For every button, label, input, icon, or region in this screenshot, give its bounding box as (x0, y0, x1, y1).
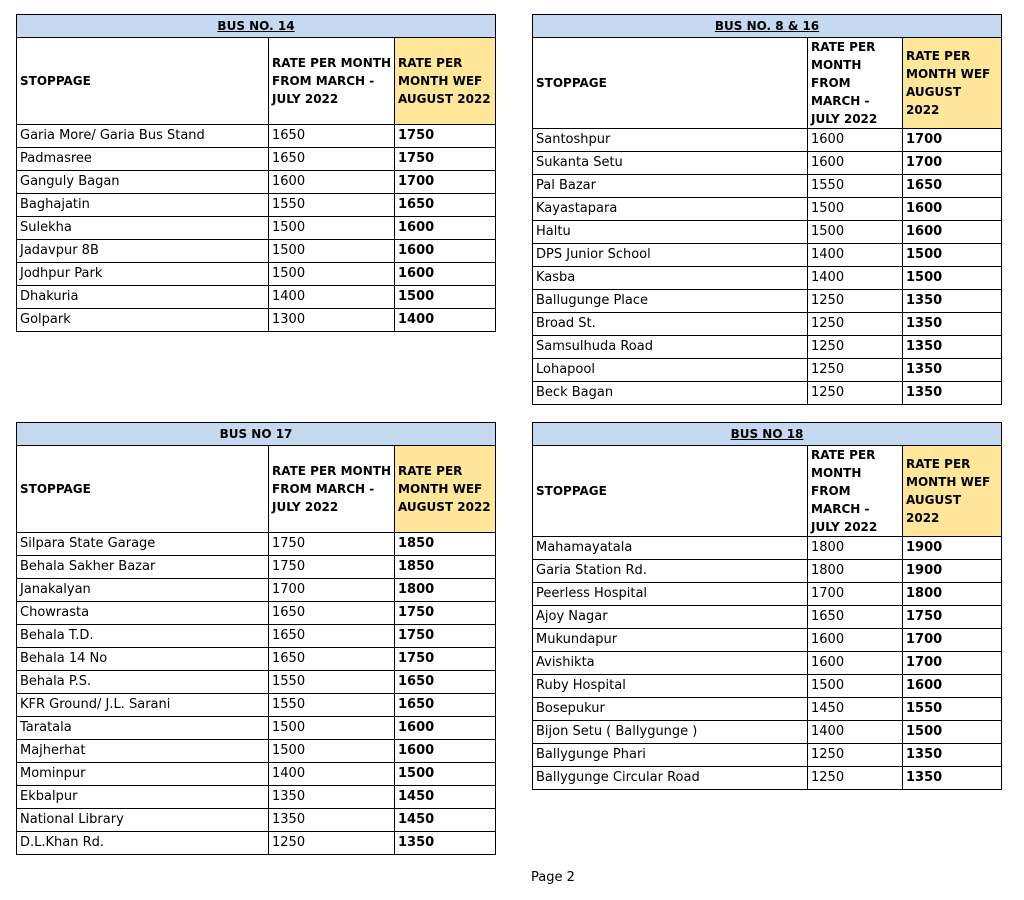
table-row (533, 244, 1002, 267)
table-row (17, 263, 496, 286)
table-title: BUS NO. 8 & 16 (533, 15, 1002, 38)
new-rate-cell: 1750 (395, 648, 496, 671)
table-row (17, 786, 496, 809)
old-rate-cell: 1250 (808, 382, 903, 405)
table-title: BUS NO 18 (533, 423, 1002, 446)
new-rate-header: RATE PER MONTH WEF AUGUST 2022 (903, 446, 1002, 537)
bus-18-table (532, 422, 1002, 790)
old-rate-cell: 1300 (269, 309, 395, 332)
new-rate-cell: 1500 (903, 267, 1002, 290)
new-rate-cell: 1600 (903, 221, 1002, 244)
table-row (533, 767, 1002, 790)
stoppage-cell: Lohapool (533, 359, 808, 382)
table-row (17, 148, 496, 171)
old-rate-cell: 1500 (269, 740, 395, 763)
old-rate-cell: 1400 (269, 763, 395, 786)
table-row (533, 267, 1002, 290)
old-rate-cell: 1250 (269, 832, 395, 855)
new-rate-cell: 1800 (395, 579, 496, 602)
old-rate-cell: 1500 (808, 198, 903, 221)
stoppage-header: STOPPAGE (17, 446, 269, 533)
stoppage-cell: DPS Junior School (533, 244, 808, 267)
new-rate-cell: 1550 (903, 698, 1002, 721)
stoppage-cell: Behala 14 No (17, 648, 269, 671)
table-row (533, 290, 1002, 313)
old-rate-cell: 1250 (808, 744, 903, 767)
table-row (533, 629, 1002, 652)
new-rate-cell: 1700 (903, 152, 1002, 175)
old-rate-cell: 1600 (808, 629, 903, 652)
stoppage-cell: Dhakuria (17, 286, 269, 309)
new-rate-cell: 1850 (395, 533, 496, 556)
stoppage-cell: Mukundapur (533, 629, 808, 652)
new-rate-header: RATE PER MONTH WEF AUGUST 2022 (903, 38, 1002, 129)
new-rate-cell: 1700 (903, 629, 1002, 652)
table-row (533, 675, 1002, 698)
new-rate-cell: 1500 (903, 721, 1002, 744)
new-rate-cell: 1900 (903, 560, 1002, 583)
new-rate-cell: 1600 (395, 717, 496, 740)
new-rate-cell: 1350 (903, 336, 1002, 359)
table-row (17, 763, 496, 786)
new-rate-cell: 1700 (903, 652, 1002, 675)
old-rate-cell: 1400 (269, 286, 395, 309)
old-rate-cell: 1250 (808, 313, 903, 336)
old-rate-cell: 1500 (269, 217, 395, 240)
table-row (533, 152, 1002, 175)
table-row (533, 198, 1002, 221)
table-row (533, 606, 1002, 629)
old-rate-cell: 1550 (269, 671, 395, 694)
new-rate-cell: 1650 (395, 194, 496, 217)
old-rate-cell: 1500 (808, 675, 903, 698)
new-rate-cell: 1750 (395, 602, 496, 625)
stoppage-cell: Bosepukur (533, 698, 808, 721)
table-row (17, 694, 496, 717)
stoppage-cell: Kasba (533, 267, 808, 290)
stoppage-cell: Beck Bagan (533, 382, 808, 405)
table-row (533, 560, 1002, 583)
table-row (17, 309, 496, 332)
new-rate-cell: 1700 (903, 129, 1002, 152)
new-rate-cell: 1750 (395, 125, 496, 148)
new-rate-cell: 1350 (903, 744, 1002, 767)
stoppage-cell: Ruby Hospital (533, 675, 808, 698)
table-title: BUS NO. 14 (17, 15, 496, 38)
old-rate-cell: 1600 (808, 652, 903, 675)
old-rate-cell: 1500 (269, 717, 395, 740)
stoppage-cell: Baghajatin (17, 194, 269, 217)
stoppage-cell: Ballygunge Circular Road (533, 767, 808, 790)
new-rate-header: RATE PER MONTH WEF AUGUST 2022 (395, 38, 496, 125)
stoppage-cell: Janakalyan (17, 579, 269, 602)
new-rate-cell: 1450 (395, 809, 496, 832)
new-rate-cell: 1350 (395, 832, 496, 855)
stoppage-cell: Ajoy Nagar (533, 606, 808, 629)
old-rate-cell: 1700 (269, 579, 395, 602)
new-rate-cell: 1600 (395, 740, 496, 763)
table-row (17, 602, 496, 625)
old-rate-cell: 1750 (269, 533, 395, 556)
old-rate-cell: 1800 (808, 537, 903, 560)
stoppage-cell: Chowrasta (17, 602, 269, 625)
table-row (533, 175, 1002, 198)
old-rate-cell: 1650 (269, 125, 395, 148)
table-row (17, 717, 496, 740)
stoppage-cell: Taratala (17, 717, 269, 740)
new-rate-cell: 1800 (903, 583, 1002, 606)
stoppage-cell: Broad St. (533, 313, 808, 336)
old-rate-cell: 1750 (269, 556, 395, 579)
table-title: BUS NO 17 (17, 423, 496, 446)
table-row (17, 579, 496, 602)
table-row (533, 721, 1002, 744)
stoppage-cell: Samsulhuda Road (533, 336, 808, 359)
new-rate-cell: 1450 (395, 786, 496, 809)
new-rate-cell: 1600 (395, 240, 496, 263)
stoppage-cell: Jadavpur 8B (17, 240, 269, 263)
table-row (17, 832, 496, 855)
old-rate-header: RATE PER MONTH FROM MARCH - JULY 2022 (269, 38, 395, 125)
stoppage-cell: Mominpur (17, 763, 269, 786)
old-rate-cell: 1550 (269, 694, 395, 717)
stoppage-cell: KFR Ground/ J.L. Sarani (17, 694, 269, 717)
new-rate-cell: 1750 (395, 148, 496, 171)
old-rate-cell: 1250 (808, 359, 903, 382)
old-rate-cell: 1500 (808, 221, 903, 244)
new-rate-cell: 1750 (395, 625, 496, 648)
stoppage-cell: Avishikta (533, 652, 808, 675)
old-rate-cell: 1400 (808, 721, 903, 744)
stoppage-cell: Garia More/ Garia Bus Stand (17, 125, 269, 148)
table-row (533, 221, 1002, 244)
stoppage-cell: Golpark (17, 309, 269, 332)
old-rate-cell: 1250 (808, 290, 903, 313)
new-rate-cell: 1600 (395, 263, 496, 286)
new-rate-cell: 1500 (903, 244, 1002, 267)
old-rate-header: RATE PER MONTH FROM MARCH - JULY 2022 (808, 446, 903, 537)
stoppage-cell: Kayastapara (533, 198, 808, 221)
table-row (17, 194, 496, 217)
old-rate-cell: 1600 (808, 152, 903, 175)
stoppage-cell: Pal Bazar (533, 175, 808, 198)
stoppage-cell: Jodhpur Park (17, 263, 269, 286)
new-rate-cell: 1600 (395, 217, 496, 240)
table-row (17, 240, 496, 263)
stoppage-cell: Garia Station Rd. (533, 560, 808, 583)
bus-14-table (16, 14, 496, 332)
old-rate-cell: 1650 (808, 606, 903, 629)
stoppage-cell: Haltu (533, 221, 808, 244)
new-rate-cell: 1400 (395, 309, 496, 332)
old-rate-cell: 1650 (269, 602, 395, 625)
table-row (17, 556, 496, 579)
old-rate-cell: 1500 (269, 240, 395, 263)
table-row (533, 336, 1002, 359)
stoppage-header: STOPPAGE (533, 38, 808, 129)
bus-17-table (16, 422, 496, 855)
table-row (533, 583, 1002, 606)
old-rate-cell: 1650 (269, 648, 395, 671)
new-rate-cell: 1900 (903, 537, 1002, 560)
old-rate-cell: 1550 (269, 194, 395, 217)
stoppage-cell: Majherhat (17, 740, 269, 763)
stoppage-cell: Sukanta Setu (533, 152, 808, 175)
stoppage-cell: Ganguly Bagan (17, 171, 269, 194)
old-rate-cell: 1450 (808, 698, 903, 721)
old-rate-cell: 1650 (269, 148, 395, 171)
stoppage-header: STOPPAGE (533, 446, 808, 537)
new-rate-cell: 1650 (903, 175, 1002, 198)
bus-8-16-table (532, 14, 1002, 405)
old-rate-cell: 1400 (808, 244, 903, 267)
new-rate-cell: 1500 (395, 763, 496, 786)
table-row (17, 217, 496, 240)
table-row (533, 537, 1002, 560)
new-rate-cell: 1650 (395, 671, 496, 694)
table-row (533, 129, 1002, 152)
old-rate-cell: 1400 (808, 267, 903, 290)
stoppage-cell: Santoshpur (533, 129, 808, 152)
new-rate-cell: 1700 (395, 171, 496, 194)
new-rate-cell: 1350 (903, 767, 1002, 790)
old-rate-cell: 1250 (808, 336, 903, 359)
stoppage-cell: Padmasree (17, 148, 269, 171)
old-rate-cell: 1700 (808, 583, 903, 606)
new-rate-cell: 1350 (903, 359, 1002, 382)
stoppage-cell: Sulekha (17, 217, 269, 240)
old-rate-cell: 1350 (269, 809, 395, 832)
table-row (17, 286, 496, 309)
old-rate-cell: 1600 (269, 171, 395, 194)
new-rate-cell: 1600 (903, 198, 1002, 221)
table-row (17, 740, 496, 763)
old-rate-cell: 1250 (808, 767, 903, 790)
old-rate-header: RATE PER MONTH FROM MARCH - JULY 2022 (808, 38, 903, 129)
table-row (533, 652, 1002, 675)
new-rate-cell: 1350 (903, 313, 1002, 336)
table-row (533, 382, 1002, 405)
old-rate-cell: 1650 (269, 625, 395, 648)
stoppage-cell: Behala T.D. (17, 625, 269, 648)
page-number: Page 2 (531, 870, 575, 885)
old-rate-header: RATE PER MONTH FROM MARCH - JULY 2022 (269, 446, 395, 533)
table-row (533, 698, 1002, 721)
stoppage-cell: D.L.Khan Rd. (17, 832, 269, 855)
table-row (17, 648, 496, 671)
stoppage-cell: Ballygunge Phari (533, 744, 808, 767)
table-row (17, 171, 496, 194)
stoppage-cell: Silpara State Garage (17, 533, 269, 556)
table-row (533, 313, 1002, 336)
table-row (17, 125, 496, 148)
new-rate-cell: 1350 (903, 382, 1002, 405)
stoppage-cell: Mahamayatala (533, 537, 808, 560)
new-rate-cell: 1750 (903, 606, 1002, 629)
stoppage-cell: Behala Sakher Bazar (17, 556, 269, 579)
stoppage-cell: Bijon Setu ( Ballygunge ) (533, 721, 808, 744)
table-row (17, 809, 496, 832)
stoppage-cell: Behala P.S. (17, 671, 269, 694)
new-rate-cell: 1850 (395, 556, 496, 579)
stoppage-cell: Ballugunge Place (533, 290, 808, 313)
old-rate-cell: 1350 (269, 786, 395, 809)
stoppage-cell: Peerless Hospital (533, 583, 808, 606)
new-rate-cell: 1600 (903, 675, 1002, 698)
stoppage-cell: National Library (17, 809, 269, 832)
old-rate-cell: 1500 (269, 263, 395, 286)
stoppage-cell: Ekbalpur (17, 786, 269, 809)
new-rate-cell: 1500 (395, 286, 496, 309)
old-rate-cell: 1550 (808, 175, 903, 198)
table-row (17, 625, 496, 648)
table-row (533, 359, 1002, 382)
old-rate-cell: 1600 (808, 129, 903, 152)
stoppage-header: STOPPAGE (17, 38, 269, 125)
table-row (17, 671, 496, 694)
old-rate-cell: 1800 (808, 560, 903, 583)
table-row (533, 744, 1002, 767)
new-rate-cell: 1350 (903, 290, 1002, 313)
table-row (17, 533, 496, 556)
new-rate-cell: 1650 (395, 694, 496, 717)
new-rate-header: RATE PER MONTH WEF AUGUST 2022 (395, 446, 496, 533)
